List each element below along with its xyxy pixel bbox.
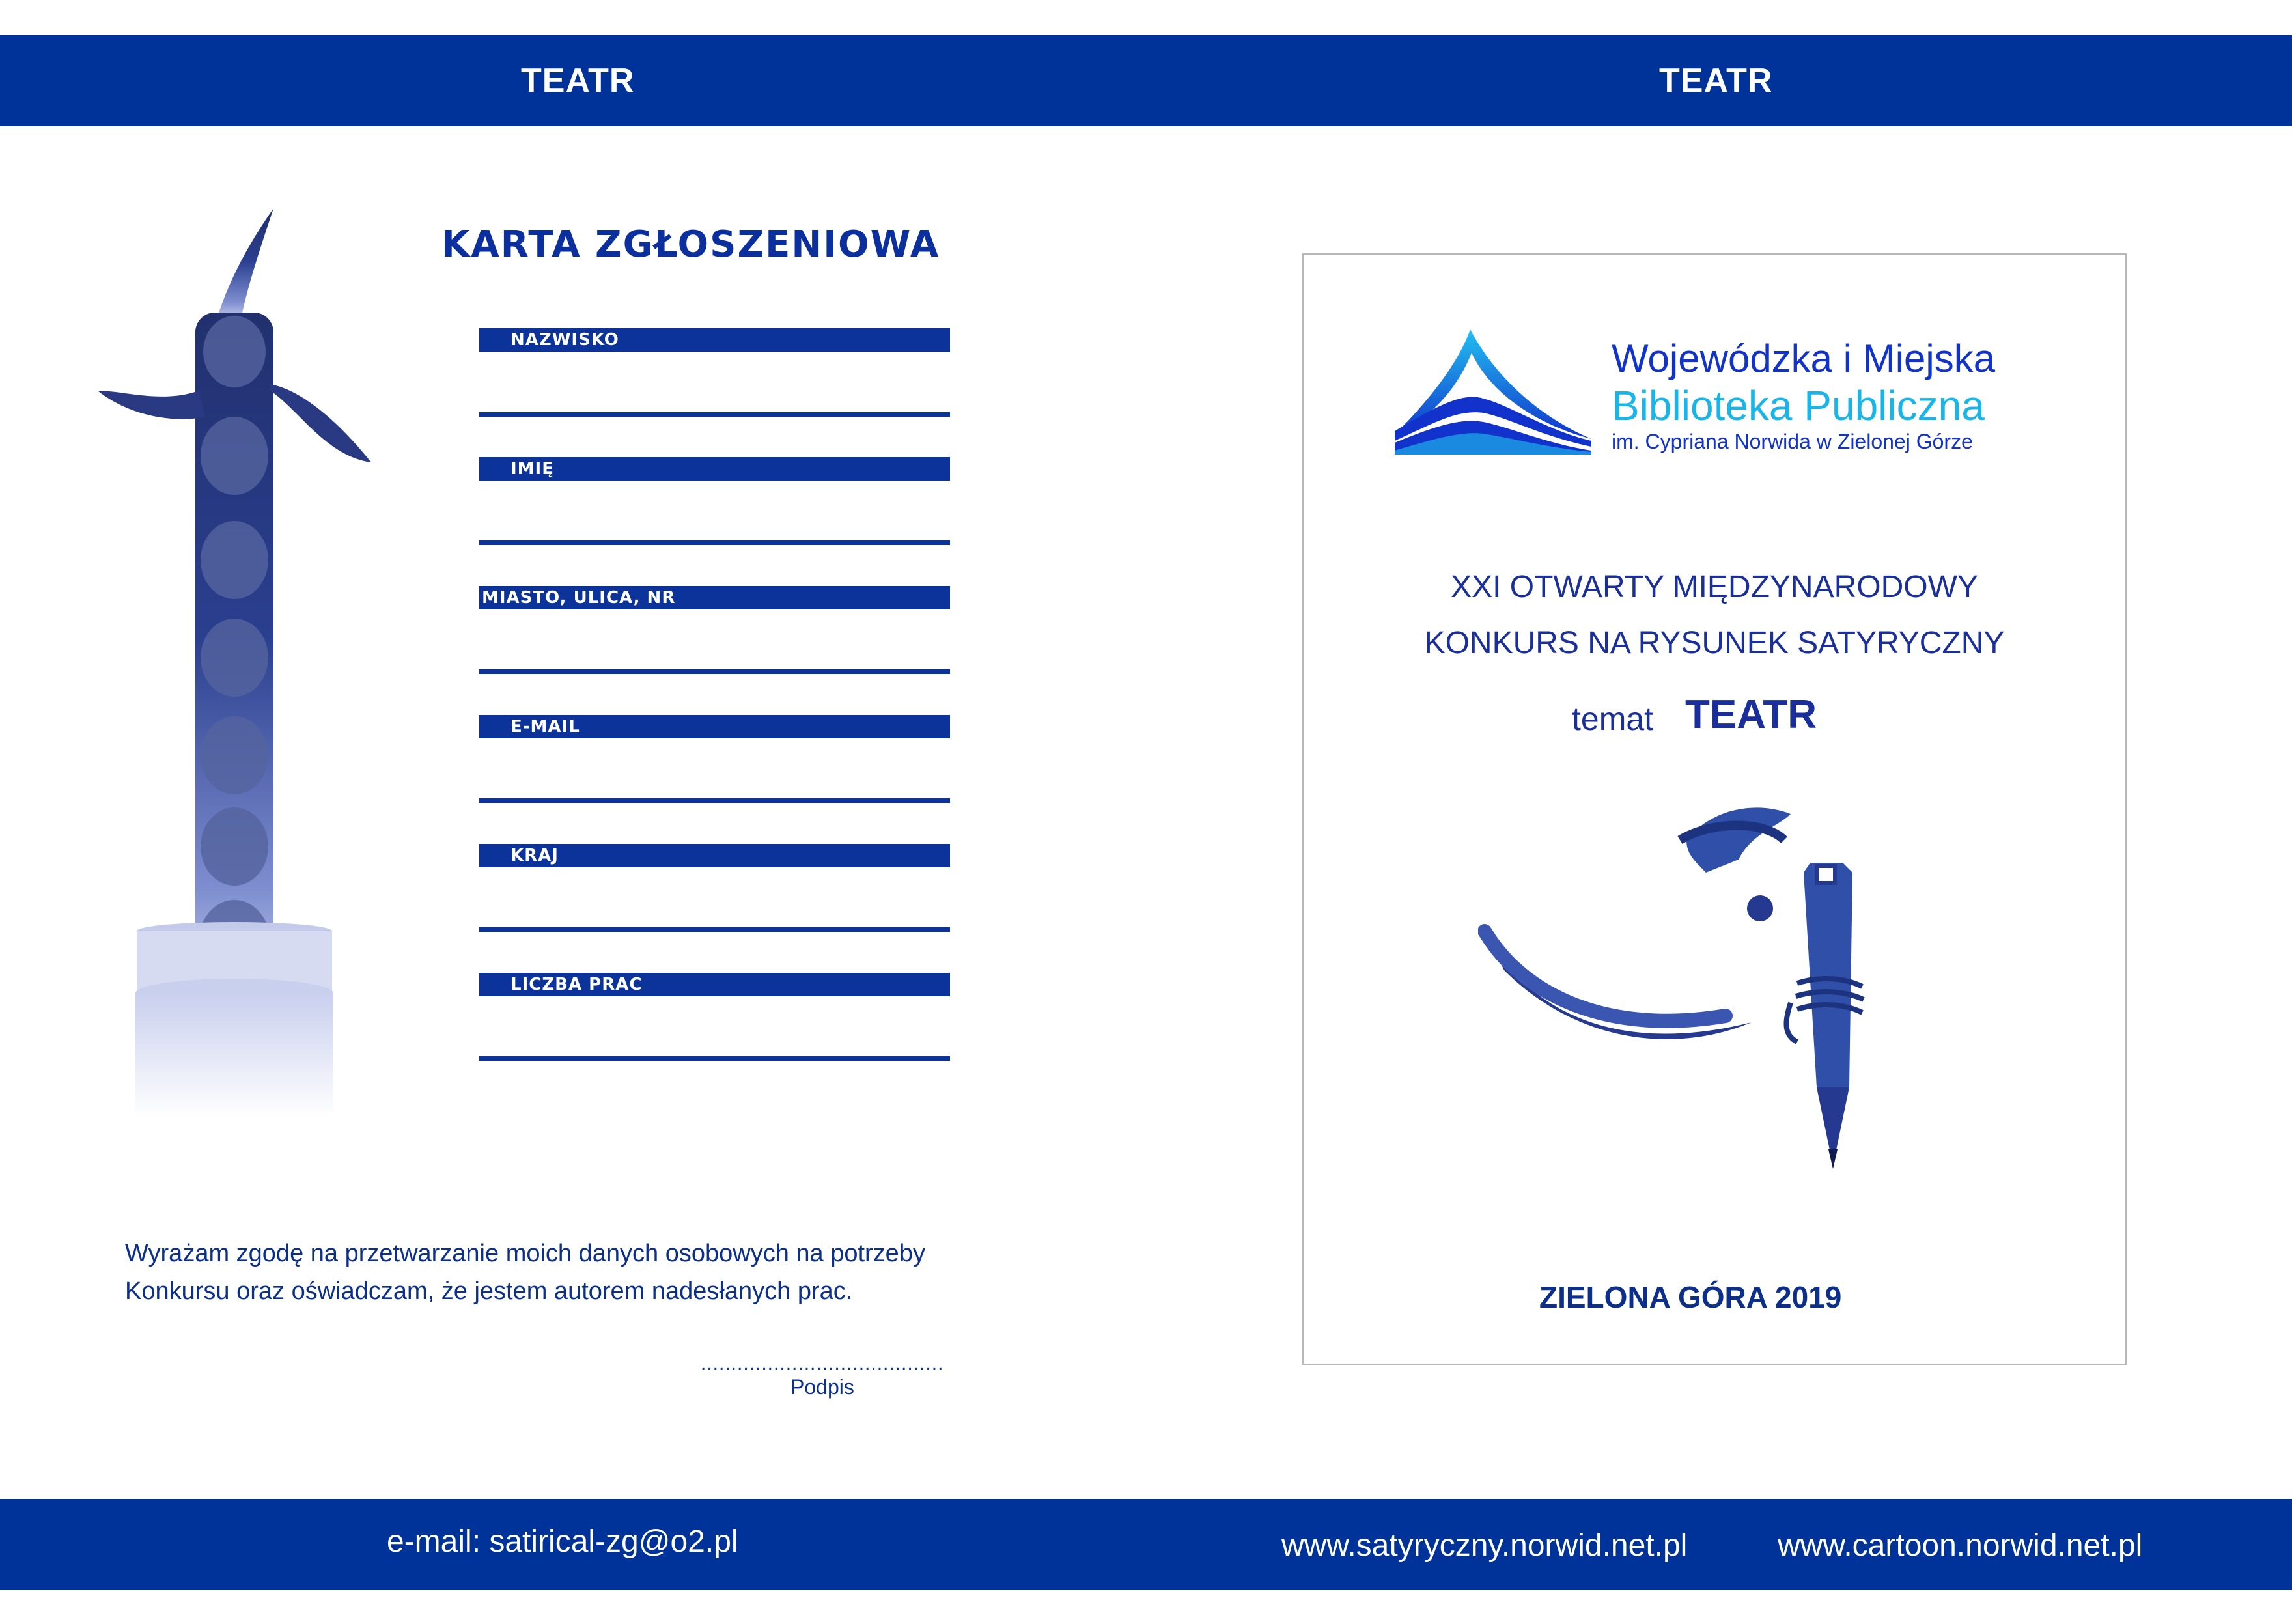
theme-label: temat (1572, 701, 1654, 737)
city-year: ZIELONA GÓRA 2019 (1539, 1280, 1842, 1314)
library-logo-icon (1392, 327, 1594, 455)
contest-title-line1: XXI OTWARTY MIĘDZYNARODOWY (1451, 570, 1978, 604)
signature-line[interactable]: ........................................ (701, 1353, 944, 1375)
theme-title: TEATR (1685, 692, 1817, 737)
field-label-email: E-MAIL (479, 715, 950, 738)
field-line-country[interactable] (479, 927, 950, 932)
footer-website-cartoon[interactable]: www.cartoon.norwid.net.pl (1778, 1528, 2143, 1563)
header-bar (0, 35, 2292, 126)
header-title-left: TEATR (521, 62, 635, 100)
pencil-crescent-image (1478, 801, 1921, 1218)
field-label-surname: NAZWISKO (479, 328, 950, 352)
field-label-first-name: IMIĘ (479, 457, 950, 481)
consent-line-2: Konkursu oraz oświadczam, że jestem autorem nadesłanych prac. (125, 1278, 853, 1305)
footer-email[interactable]: e-mail: satirical-zg@o2.pl (387, 1524, 738, 1559)
library-name-line2: Biblioteka Publiczna (1612, 382, 1985, 429)
form-title: KARTA ZGŁOSZENIOWA (441, 223, 940, 266)
footer-website-satyryczny[interactable]: www.satyryczny.norwid.net.pl (1281, 1528, 1688, 1563)
signature-label: Podpis (790, 1375, 854, 1399)
contest-title-line2: KONKURS NA RYSUNEK SATYRYCZNY (1424, 626, 2005, 660)
field-line-email[interactable] (479, 798, 950, 803)
consent-text (125, 1235, 925, 1310)
header-title-right: TEATR (1659, 62, 1773, 100)
library-name-line1: Wojewódzka i Miejska (1612, 337, 1996, 380)
trophy-image (85, 195, 384, 1120)
field-line-first-name[interactable] (479, 540, 950, 545)
consent-line-1: Wyrażam zgodę na przetwarzanie moich danych osobowych na potrzeby (125, 1240, 925, 1267)
field-line-surname[interactable] (479, 412, 950, 417)
field-label-works-count: LICZBA PRAC (479, 973, 950, 996)
library-name-line3: im. Cypriana Norwida w Zielonej Górze (1612, 430, 1973, 453)
field-label-country: KRAJ (479, 844, 950, 867)
field-line-address[interactable] (479, 669, 950, 674)
field-line-works-count[interactable] (479, 1056, 950, 1061)
field-label-address: MIASTO, ULICA, NR (479, 586, 950, 609)
